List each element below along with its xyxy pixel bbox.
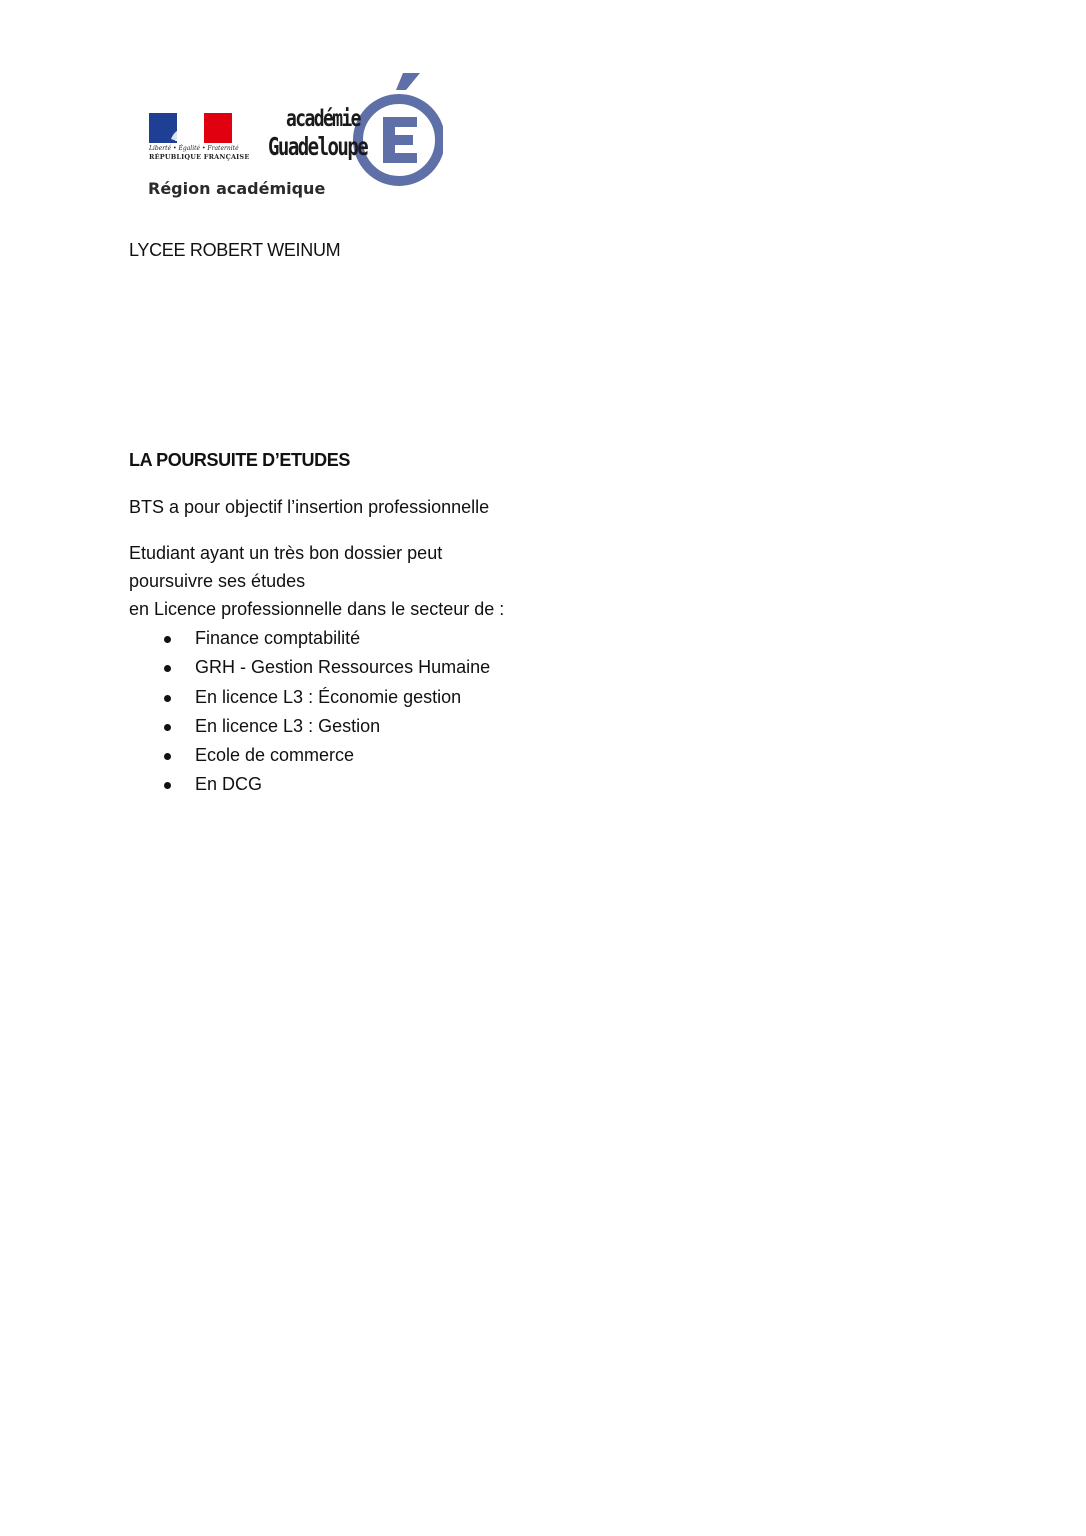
paragraph-line: Etudiant ayant un très bon dossier peut (129, 543, 443, 563)
list-item (129, 741, 490, 770)
paragraph-line: poursuivre ses études (129, 571, 306, 591)
section-title: LA POURSUITE D’ETUDES (129, 450, 350, 470)
marianne-flag-logo (149, 113, 232, 143)
paragraph-line: en Licence professionnelle dans le secteur de : (129, 599, 505, 619)
list-item (129, 624, 490, 653)
republique-motto: Liberté • Égalité • Fraternité (149, 145, 239, 152)
studies-options-list (129, 624, 490, 800)
bullet-icon (164, 724, 171, 731)
list-item (129, 683, 490, 712)
republique-francaise-label: RÉPUBLIQUE FRANÇAISE (149, 153, 250, 161)
list-item-text: Ecole de commerce (195, 745, 355, 766)
list-item (129, 653, 490, 682)
bullet-icon (164, 695, 171, 702)
list-item (129, 712, 490, 741)
list-item-text: GRH - Gestion Ressources Humaine (195, 657, 491, 678)
academie-e-logo (347, 70, 443, 188)
academie-wordmark: académie (286, 106, 360, 132)
list-item-text: Finance comptabilité (195, 628, 361, 648)
studies-paragraph (129, 539, 504, 623)
list-item-text: En licence L3 : Économie gestion (195, 686, 462, 707)
bullet-icon (164, 782, 171, 789)
list-item-text: En DCG (195, 774, 263, 795)
guadeloupe-wordmark: Guadeloupe (268, 132, 368, 161)
marianne-profile-icon (169, 115, 209, 143)
bullet-icon (164, 665, 171, 672)
intro-paragraph: BTS a pour objectif l’insertion professionnelle (129, 497, 490, 517)
list-item-text: En licence L3 : Gestion (195, 715, 381, 736)
school-name: LYCEE ROBERT WEINUM (129, 240, 341, 260)
header-logo-block (140, 66, 460, 206)
list-item (129, 770, 490, 799)
bullet-icon (164, 636, 171, 643)
region-academique-label: Région académique (148, 179, 326, 198)
bullet-icon (164, 753, 171, 760)
